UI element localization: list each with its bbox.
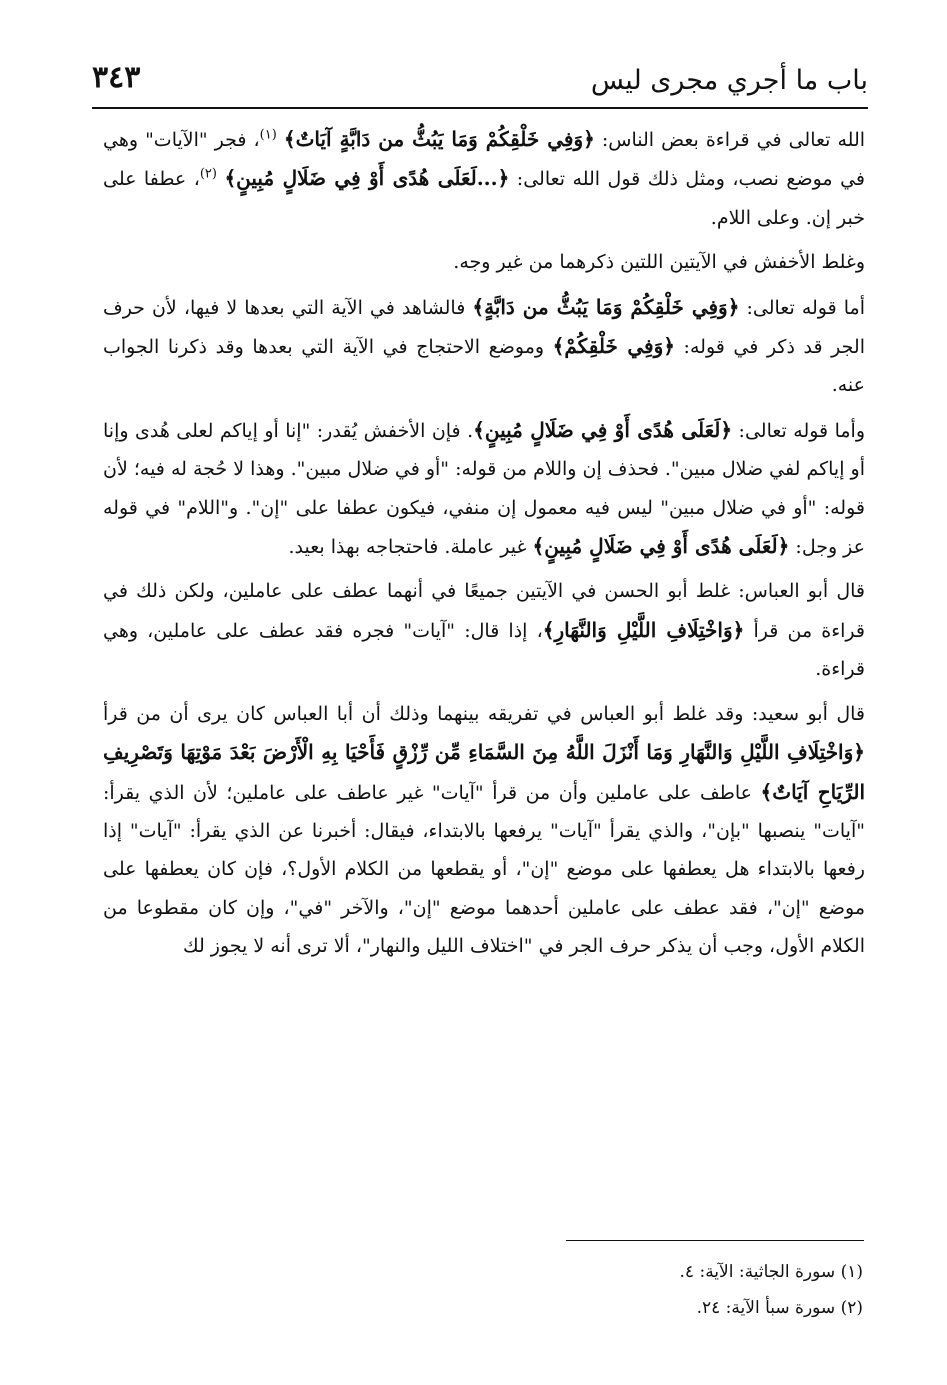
- paragraph: [103, 411, 865, 567]
- text-run: قال أبو العباس: غلط أبو الحسن في الآيتين جميعًا في أنهما عطف على عاملين، ولكن ذلك في قراءة من قرأ: [103, 580, 865, 642]
- paragraph: [103, 695, 865, 966]
- footnote-rule: [566, 1240, 864, 1241]
- footnote-reference: (٢): [199, 167, 217, 183]
- running-header: [92, 58, 868, 106]
- quran-quote: ﴿وَاخْتِلَافِ اللَّيْلِ وَالنَّهَارِ وَمَا أَنْزَلَ اللَّهُ مِنَ السَّمَاءِ مِّن رِّزْقٍ فَأَحْيَا بِهِ الْأَرْضَ بَعْدَ مَوْتِهَا وَتَصْرِيفِ الرِّيَاحِ آيَاتٌ﴾: [103, 740, 866, 804]
- header-rule: [92, 107, 868, 109]
- quran-quote: ﴿وَفِي خَلْقِكُمْ وَمَا يَبُثُّ من دَابَّةٍ﴾: [472, 294, 740, 319]
- text-run: وموضع الاحتجاج في الآية التي بعدها وقد ذكرنا الجواب عنه.: [103, 336, 865, 397]
- text-run: وأما قوله تعالى:: [732, 419, 866, 442]
- footnotes: [380, 1254, 863, 1326]
- text-run: ، إذا قال: "آيات" فجره فقد عطف على عاملين، وهي قراءة.: [103, 619, 865, 681]
- text-run: أما قوله تعالى:: [739, 296, 865, 319]
- page-number: ٣٤٣: [92, 60, 141, 95]
- text-run: . فإن الأخفش يُقدر: "إنا أو إياكم لعلى هُدى وإنا أو إياكم لفي ضلال مبين". فحذف إن واللام من قوله: "أو في ضلال مبين". وهذا لا حُجة له فيه؛ لأن قوله: "أو في ضلال مبين" ليس فيه معمول إن منفي، فيكون عطفا على "إن". و"اللام" في قوله عز وجل:: [103, 419, 865, 559]
- text-run: [277, 129, 284, 151]
- quran-quote: ﴿لَعَلَى هُدًى أَوْ فِي ضَلَالٍ مُبِينٍ﴾: [473, 417, 733, 442]
- chapter-title: باب ما أجري مجرى ليس: [590, 65, 868, 96]
- text-run: فالشاهد في الآية التي بعدها لا فيها، لأن حرف الجر قد ذكر في قوله:: [103, 296, 865, 359]
- paragraph: [103, 120, 865, 237]
- paragraph: [103, 243, 865, 281]
- body-text: [103, 120, 865, 972]
- quran-quote: ﴿لَعَلَى هُدًى أَوْ فِي ضَلَالٍ مُبِينٍ﴾: [532, 534, 790, 559]
- quran-quote: ﴿...لَعَلَى هُدًى أَوْ فِي ضَلَالٍ مُبِينٍ﴾: [224, 166, 510, 191]
- text-run: قال أبو سعيد: وقد غلط أبو العباس في تفريقه بينهما وذلك أن أبا العباس كان يرى أن من قرأ: [103, 702, 865, 725]
- quran-quote: ﴿وَاخْتِلَافِ اللَّيْلِ وَالنَّهَارِ﴾: [542, 617, 745, 642]
- quran-quote: ﴿وَفِي خَلْقِكُمْ وَمَا يَبُثُّ من دَابَّةٍ آيَاتٌ﴾: [283, 127, 595, 151]
- footnote: (٢) سورة سبأ الآية: ٢٤.: [696, 1298, 863, 1318]
- text-run: عاطف على عاملين وأن من قرأ "آيات" غير عاطف على عاملين؛ لأن الذي يقرأ: "آيات" ينصبها "بإن"، والذي يقرأ "آيات" يرفعها بالابتداء، فيقال: أخبرنا عن الذي يقرأ: "آيات" إذا رفعها بالابتداء هل يعطفها على موضع "إن"، أو يقطعها من الكلام الأول؟، فإن كان يعطفها على موضع "إن"، فقد عطف على عاملين أحدهما موضع "إن"، والآخر "في"، وإن كان مقطوعا من الكلام الأول، وجب أن يذكر حرف الجر في "اختلاف الليل والنهار"، ألا ترى أنه لا يجوز لك: [103, 781, 865, 958]
- text-run: ، فجر "الآيات" وهي في موضع نصب، ومثل ذلك قول الله تعالى:: [103, 129, 865, 191]
- text-run: غير عاملة. فاحتجاجه بهذا بعيد.: [288, 536, 533, 559]
- footnote-reference: (١): [259, 127, 277, 143]
- paragraph: [103, 288, 865, 405]
- paragraph: [103, 572, 865, 688]
- text-run: الله تعالى في قراءة بعض الناس:: [594, 129, 866, 151]
- quran-quote: ﴿وَفِي خَلْقِكُمْ﴾: [552, 334, 675, 359]
- footnote: (١) سورة الجاثية: الآية: ٤.: [679, 1262, 863, 1282]
- text-run: وغلط الأخفش في الآيتين اللتين ذكرهما من غير وجه.: [453, 251, 865, 274]
- text-run: ، عطفا على خبر إن. وعلى اللام.: [103, 168, 865, 229]
